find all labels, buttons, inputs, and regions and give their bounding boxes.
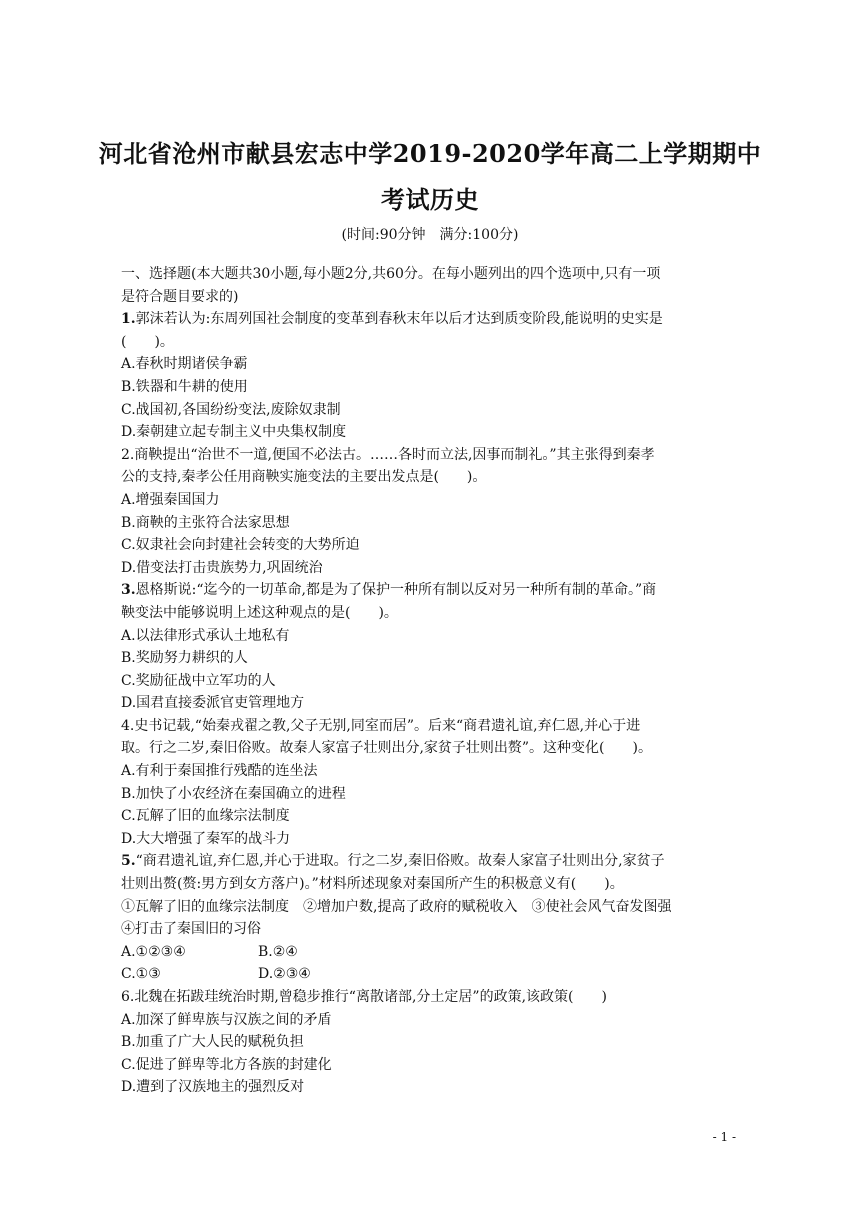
question-1-option-c: C.战国初,各国纷纷变法,废除奴隶制 bbox=[121, 401, 341, 418]
question-5-stem-line3: ①瓦解了旧的血缘宗法制度 ②增加户数,提高了政府的赋税收入 ③使社会风气奋发图强 bbox=[121, 898, 672, 915]
section-header-line1: 一、选择题(本大题共30小题,每小题2分,共60分。在每小题列出的四个选项中,只有一项 bbox=[121, 266, 661, 282]
question-4-number: 4. bbox=[121, 717, 135, 734]
question-3-number: 3. bbox=[121, 582, 136, 599]
question-2-stem-line2: 公的支持,秦孝公任用商鞅实施变法的主要出发点是( )。 bbox=[121, 469, 487, 486]
question-3-option-c: C.奖励征战中立军功的人 bbox=[121, 672, 276, 689]
document-title-line2: 考试历史 bbox=[381, 185, 479, 214]
question-5-option-a: A.①②③④ bbox=[121, 943, 186, 960]
question-2-option-a: A.增强秦国国力 bbox=[121, 491, 220, 508]
question-1-option-b: B.铁器和牛耕的使用 bbox=[121, 378, 248, 395]
exam-content bbox=[121, 263, 741, 1099]
question-3-stem-line1: 3.恩格斯说:“迄今的一切革命,都是为了保护一种所有制以反对另一种所有制的革命。”商 bbox=[121, 582, 657, 599]
question-5-number: 5. bbox=[121, 853, 136, 870]
question-1-stem-line1: 1.郭沫若认为:东周列国社会制度的变革到春秋末年以后才达到质变阶段,能说明的史实是 bbox=[121, 311, 663, 328]
question-5-stem-line2: 壮则出赘(赘:男方到女方落户)。”材料所述现象对秦国所产生的积极意义有( )。 bbox=[121, 876, 624, 893]
question-3-option-d: D.国君直接委派官吏管理地方 bbox=[121, 695, 305, 712]
question-4-option-b: B.加快了小农经济在秦国确立的进程 bbox=[121, 785, 346, 802]
question-6-option-b: B.加重了广大人民的赋税负担 bbox=[121, 1034, 304, 1051]
page-number: - 1 - bbox=[712, 1130, 736, 1144]
question-5-options-row1 bbox=[121, 941, 741, 964]
question-3-option-b: B.奖励努力耕织的人 bbox=[121, 650, 248, 667]
question-4-option-a: A.有利于秦国推行残酷的连坐法 bbox=[121, 763, 318, 780]
question-5-stem-line1: 5.“商君遗礼谊,弃仁恩,并心于进取。行之二岁,秦旧俗败。故秦人家富子壮则出分,家贫子 bbox=[121, 853, 665, 870]
question-1-number: 1. bbox=[121, 311, 136, 328]
question-1-option-a: A.春秋时期诸侯争霸 bbox=[121, 356, 248, 373]
question-2-option-b: B.商鞅的主张符合法家思想 bbox=[121, 514, 290, 531]
question-5-options-row2 bbox=[121, 963, 741, 986]
question-2-stem-line1: 2.商鞅提出“治世不一道,便国不必法古。……各时而立法,因事而制礼。”其主张得到秦孝 bbox=[121, 446, 655, 463]
question-4-option-c: C.瓦解了旧的血缘宗法制度 bbox=[121, 808, 290, 825]
question-4-stem-line1: 4.史书记载,“始秦戎翟之教,父子无别,同室而居”。后来“商君遗礼谊,弃仁恩,并心于进 bbox=[121, 717, 641, 734]
question-1-stem-line2: ( )。 bbox=[121, 333, 174, 350]
question-6-option-c: C.促进了鲜卑等北方各族的封建化 bbox=[121, 1056, 332, 1073]
question-2-number: 2. bbox=[121, 446, 135, 463]
question-6-option-d: D.遭到了汉族地主的强烈反对 bbox=[121, 1079, 305, 1096]
question-4-stem-line2: 取。行之二岁,秦旧俗败。故秦人家富子壮则出分,家贫子壮则出赘”。这种变化( )。 bbox=[121, 740, 652, 757]
document-title-line1: 河北省沧州市献县宏志中学2019-2020学年高二上学期期中 bbox=[98, 139, 762, 168]
question-6-stem-line1: 6.北魏在拓跋珪统治时期,曾稳步推行“离散诸部,分土定居”的政策,该政策( ) bbox=[121, 989, 607, 1005]
question-3-stem-line2: 鞅变法中能够说明上述这种观点的是( )。 bbox=[121, 604, 398, 621]
question-4-option-d: D.大大增强了秦军的战斗力 bbox=[121, 830, 291, 847]
question-6-number: 6. bbox=[121, 989, 135, 1005]
question-3-option-a: A.以法律形式承认土地私有 bbox=[121, 627, 290, 644]
question-2-option-d: D.借变法打击贵族势力,巩固统治 bbox=[121, 559, 323, 576]
section-header-line2: 是符合题目要求的) bbox=[121, 288, 239, 305]
question-5-stem-line4: ④打击了秦国旧的习俗 bbox=[121, 921, 261, 938]
exam-info: (时间:90分钟 满分:100分) bbox=[341, 227, 519, 243]
question-1-option-d: D.秦朝建立起专制主义中央集权制度 bbox=[121, 424, 347, 441]
question-6-option-a: A.加深了鲜卑族与汉族之间的矛盾 bbox=[121, 1011, 332, 1028]
question-5-option-d: D.②③④ bbox=[258, 966, 311, 983]
question-2-option-c: C.奴隶社会向封建社会转变的大势所迫 bbox=[121, 537, 360, 554]
question-5-option-c: C.①③ bbox=[121, 966, 161, 983]
question-5-option-b: B.②④ bbox=[258, 943, 298, 960]
